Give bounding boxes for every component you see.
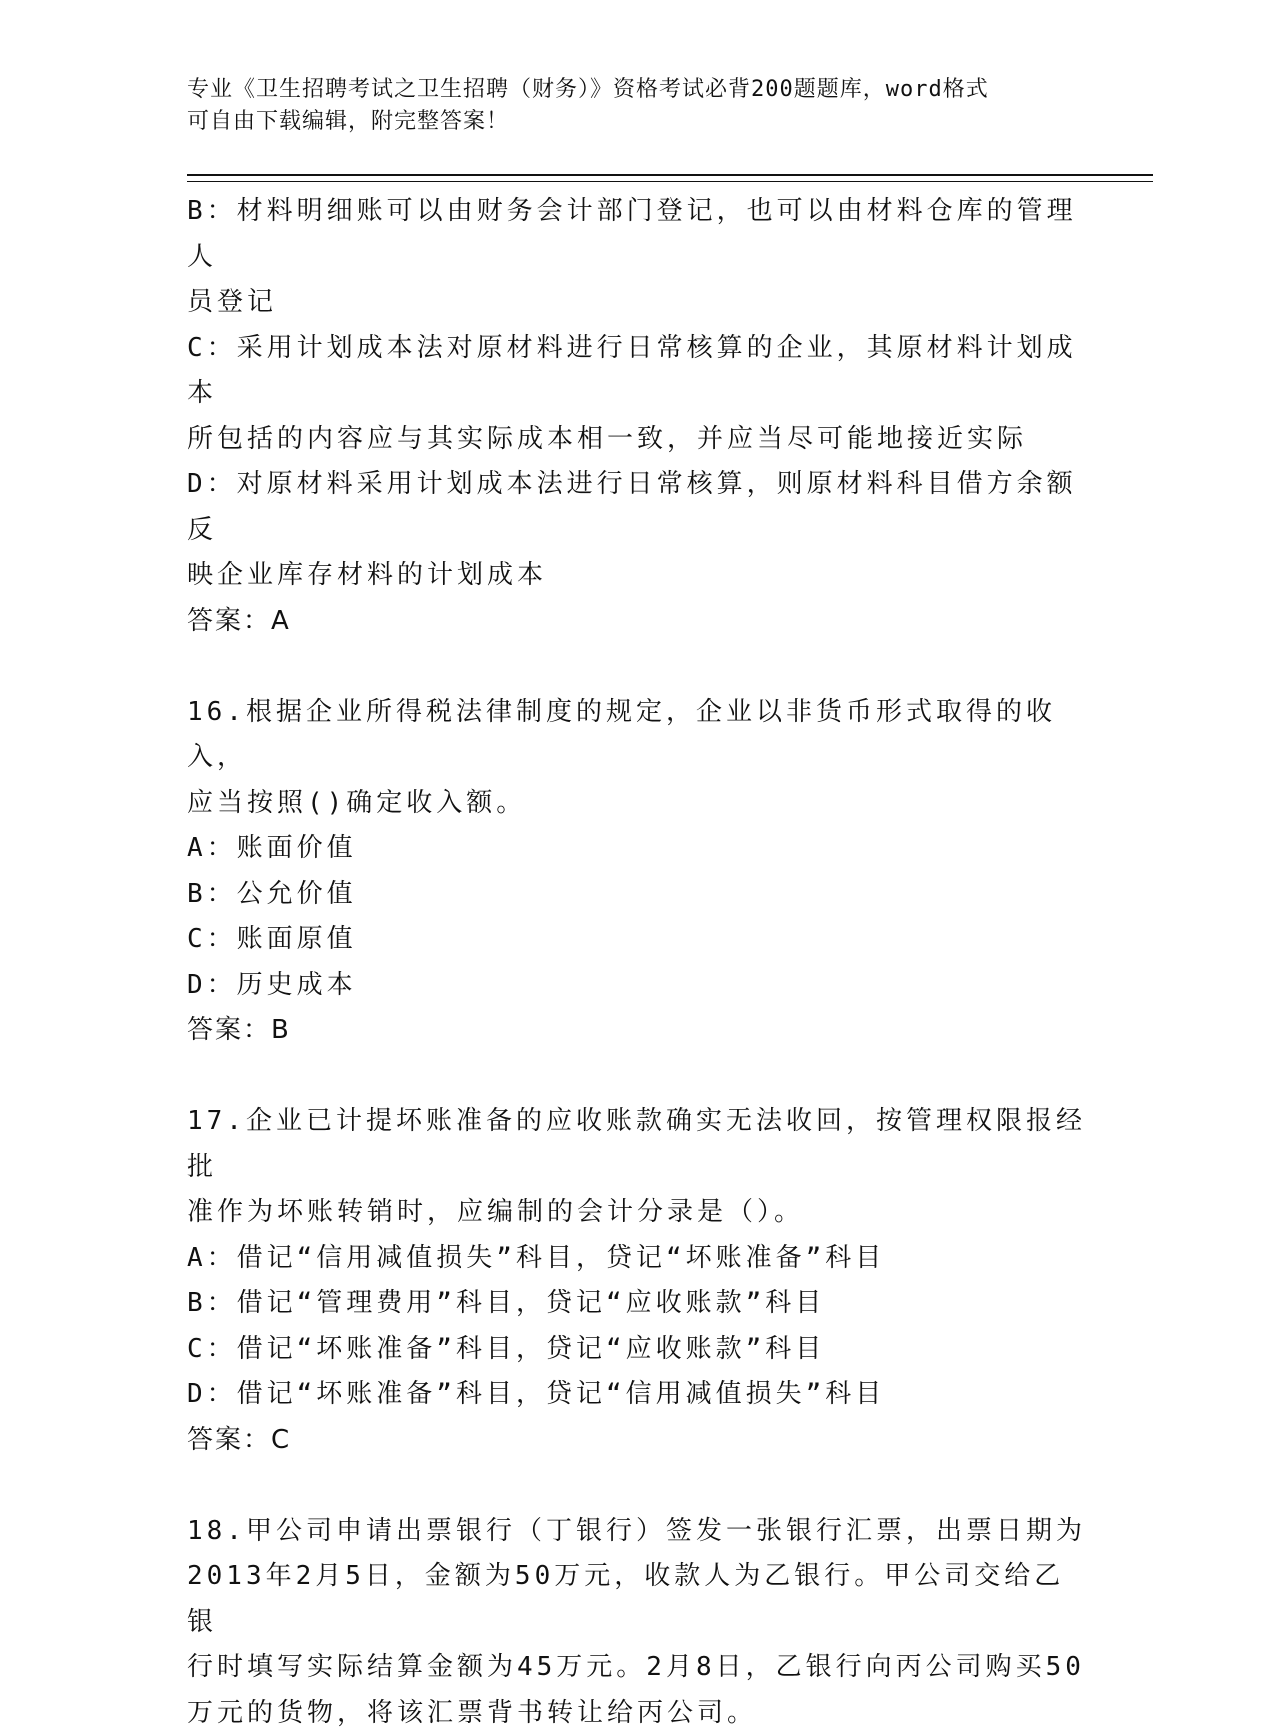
option-c-line-1: C：采用计划成本法对原材料进行日常核算的企业，其原材料计划成本	[187, 326, 1087, 417]
question-stem-line-2: 应当按照()确定收入额。	[187, 781, 1087, 827]
question-stem-line-4: 万元的货物，将该汇票背书转让给丙公司。	[187, 1691, 1087, 1736]
question-stem-line-3: 行时填写实际结算金额为45万元。2月8日，乙银行向丙公司购买50	[187, 1645, 1087, 1691]
page-header	[187, 74, 1087, 138]
answer-line: 答案：B	[187, 1008, 1087, 1054]
question-17	[187, 1099, 1087, 1463]
header-title-line-1: 专业《卫生招聘考试之卫生招聘（财务）》资格考试必背200题题库，word格式	[187, 74, 1087, 106]
question-stem-line-2: 2013年2月5日，金额为50万元，收款人为乙银行。甲公司交给乙银	[187, 1554, 1087, 1645]
answer-line: 答案：C	[187, 1418, 1087, 1464]
option-b: B：借记“管理费用”科目，贷记“应收账款”科目	[187, 1281, 1087, 1327]
question-stem-line-1: 17.企业已计提坏账准备的应收账款确实无法收回，按管理权限报经批	[187, 1099, 1087, 1190]
question-spacer	[187, 644, 1087, 690]
option-d: D：历史成本	[187, 963, 1087, 1009]
option-c: C：账面原值	[187, 917, 1087, 963]
option-a: A：借记“信用减值损失”科目，贷记“坏账准备”科目	[187, 1236, 1087, 1282]
option-b-line-2: 员登记	[187, 280, 1087, 326]
question-spacer	[187, 1463, 1087, 1509]
option-b: B：公允价值	[187, 872, 1087, 918]
question-15-tail	[187, 189, 1087, 644]
question-stem-line-1: 18.甲公司申请出票银行（丁银行）签发一张银行汇票，出票日期为	[187, 1509, 1087, 1555]
header-divider-thick	[187, 174, 1153, 176]
answer-line: 答案：A	[187, 599, 1087, 645]
option-d-line-1: D：对原材料采用计划成本法进行日常核算，则原材料科目借方余额反	[187, 462, 1087, 553]
header-divider-thin	[187, 181, 1153, 182]
question-18	[187, 1509, 1087, 1736]
question-stem-line-1: 16.根据企业所得税法律制度的规定，企业以非货币形式取得的收入，	[187, 690, 1087, 781]
option-b-line-1: B：材料明细账可以由财务会计部门登记，也可以由材料仓库的管理人	[187, 189, 1087, 280]
option-c: C：借记“坏账准备”科目，贷记“应收账款”科目	[187, 1327, 1087, 1373]
header-title-line-2: 可自由下载编辑，附完整答案！	[187, 106, 1087, 138]
option-c-line-2: 所包括的内容应与其实际成本相一致，并应当尽可能地接近实际	[187, 417, 1087, 463]
question-16	[187, 690, 1087, 1054]
option-d-line-2: 映企业库存材料的计划成本	[187, 553, 1087, 599]
question-stem-line-2: 准作为坏账转销时，应编制的会计分录是（）。	[187, 1190, 1087, 1236]
option-a: A：账面价值	[187, 826, 1087, 872]
question-spacer	[187, 1054, 1087, 1100]
question-content	[187, 189, 1087, 1736]
option-d: D：借记“坏账准备”科目，贷记“信用减值损失”科目	[187, 1372, 1087, 1418]
